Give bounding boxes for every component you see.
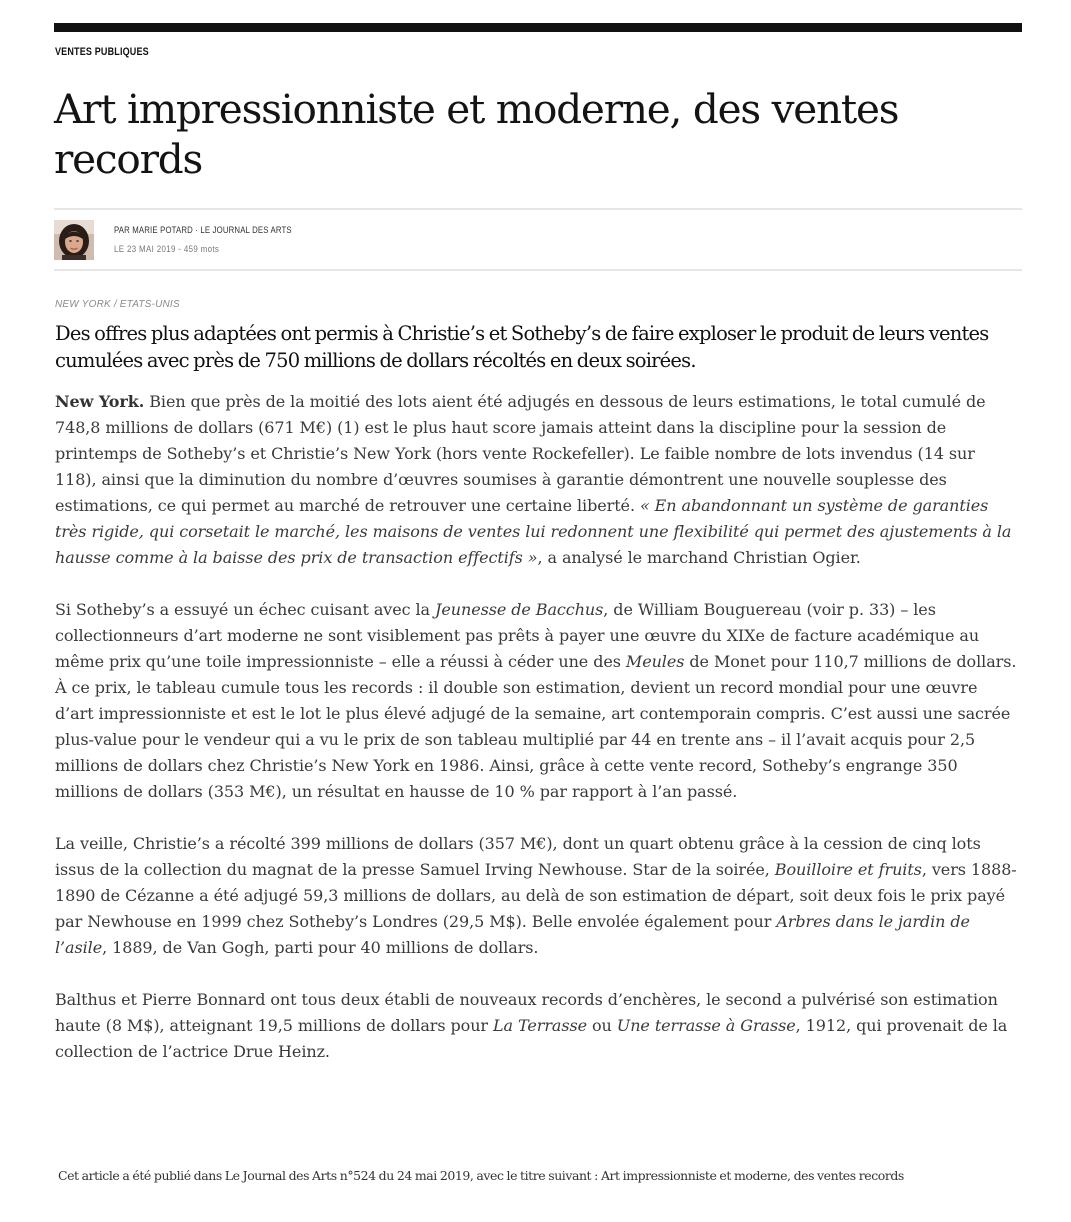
paragraph-2-text-a: Si Sotheby’s a essuyé un échec cuisant avec la (55, 600, 436, 619)
publication-note: Cet article a été publié dans Le Journal des Arts n°524 du 24 mai 2019, avec le titre suivant : Art impressionniste et moderne, des ventes records (58, 1168, 904, 1183)
paragraph-3-artwork-title-2: Arbres dans le jardin de l’asile (55, 912, 970, 957)
paragraph-3-text-e: , 1889, de Van Gogh, parti pour 40 millions de dollars. (102, 938, 539, 957)
byline-top-divider (54, 208, 1022, 210)
top-rule-bar (54, 23, 1022, 32)
byline-bottom-divider (54, 269, 1022, 271)
article-standfirst: Des offres plus adaptées ont permis à Christie’s et Sotheby’s de faire exploser le produit de leurs ventes cumulées avec près de 750 millions de dollars récoltés en deux soirées. (55, 322, 989, 372)
paragraph-4-artwork-title-2: Une terrasse à Grasse (616, 1016, 796, 1035)
author-byline[interactable]: PAR MARIE POTARD · LE JOURNAL DES ARTS (114, 225, 292, 236)
publication-date: LE 23 MAI 2019 - 459 mots (114, 244, 220, 254)
author-portrait-icon (54, 220, 94, 260)
paragraph-2-text-e: de Monet pour 110,7 millions de dollars. À ce prix, le tableau cumule tous les records : il double son estimation, devient un record mondial pour une œuvre d’art impressionniste et est le lot le plus élevé adjugé de la semaine, art contemporain compris. C’est aussi une sacrée plus-value pour le vendeur qui a vu le prix de son tableau multiplié par 44 en trente ans – il l’avait acquis pour 2,5 millions de dollars chez Christie’s New York en 1986. Ainsi, grâce à cette vente record, Sotheby’s engrange 350 millions de dollars (353 M€), un résultat en hausse de 10 % par rapport à l’an passé. (55, 652, 1017, 801)
paragraph-4-text-a: Balthus et Pierre Bonnard ont tous deux établi de nouveaux records d’enchères, le second a pulvérisé son estimation haute (8 M$), atteignant 19,5 millions de dollars pour (55, 990, 998, 1035)
paragraph-4-artwork-title-1: La Terrasse (493, 1016, 587, 1035)
paragraph-4-text-c: ou (587, 1016, 617, 1035)
article-title: Art impressionniste et moderne, des ventes records (54, 85, 899, 183)
location-tag[interactable]: NEW YORK / ETATS-UNIS (55, 299, 180, 310)
paragraph-3-artwork-title-1: Bouilloire et fruits (774, 860, 922, 879)
paragraph-1 (55, 389, 1017, 571)
article-body (55, 389, 1017, 1091)
paragraph-2-artwork-title-2: Meules (625, 652, 685, 671)
paragraph-3-text-c: , vers 1888-1890 de Cézanne a été adjugé 59,3 millions de dollars, au delà de son estimation de départ, soit deux fois le prix payé par Newhouse en 1999 chez Sotheby’s Londres (29,5 M$). Belle envolée également pour (55, 860, 1017, 931)
author-avatar[interactable] (54, 220, 94, 260)
paragraph-1-tail: , a analysé le marchand Christian Ogier. (537, 548, 861, 567)
paragraph-4-text-e: , 1912, qui provenait de la collection de l’actrice Drue Heinz. (55, 1016, 1008, 1061)
paragraph-1-text: Bien que près de la moitié des lots aient été adjugés en dessous de leurs estimations, le total cumulé de 748,8 millions de dollars (671 M€) (1) est le plus haut score jamais atteint dans la discipline pour la session de printemps de Sotheby’s et Christie’s New York (hors vente Rockefeller). Le faible nombre de lots invendus (14 sur 118), ainsi que la diminution du nombre d’œuvres soumises à garantie démontrent une nouvelle souplesse des estimations, ce qui permet au marché de retrouver une certaine liberté. (55, 392, 986, 515)
paragraph-2-artwork-title-1: Jeunesse de Bacchus (435, 600, 604, 619)
paragraph-3-text-a: La veille, Christie’s a récolté 399 millions de dollars (357 M€), dont un quart obtenu grâce à la cession de cinq lots issus de la collection du magnat de la presse Samuel Irving Newhouse. Star de la soirée, (55, 834, 981, 879)
section-rubric[interactable]: VENTES PUBLIQUES (55, 46, 149, 58)
paragraph-1-quote: « En abandonnant un système de garanties très rigide, qui corsetait le marché, les maisons de ventes lui redonnent une flexibilité qui permet des ajustements à la hausse comme à la baisse des prix de transaction effectifs » (55, 496, 1012, 567)
paragraph-1-lead: New York. (55, 392, 145, 411)
paragraph-2-text-c: , de William Bouguereau (voir p. 33) – les collectionneurs d’art moderne ne sont visiblement pas prêts à payer une œuvre du XIXe de facture académique au même prix qu’une toile impressionniste – elle a réussi à céder une des (55, 600, 980, 671)
paragraph-3 (55, 831, 1017, 961)
paragraph-4 (55, 987, 1017, 1065)
paragraph-2 (55, 597, 1017, 805)
